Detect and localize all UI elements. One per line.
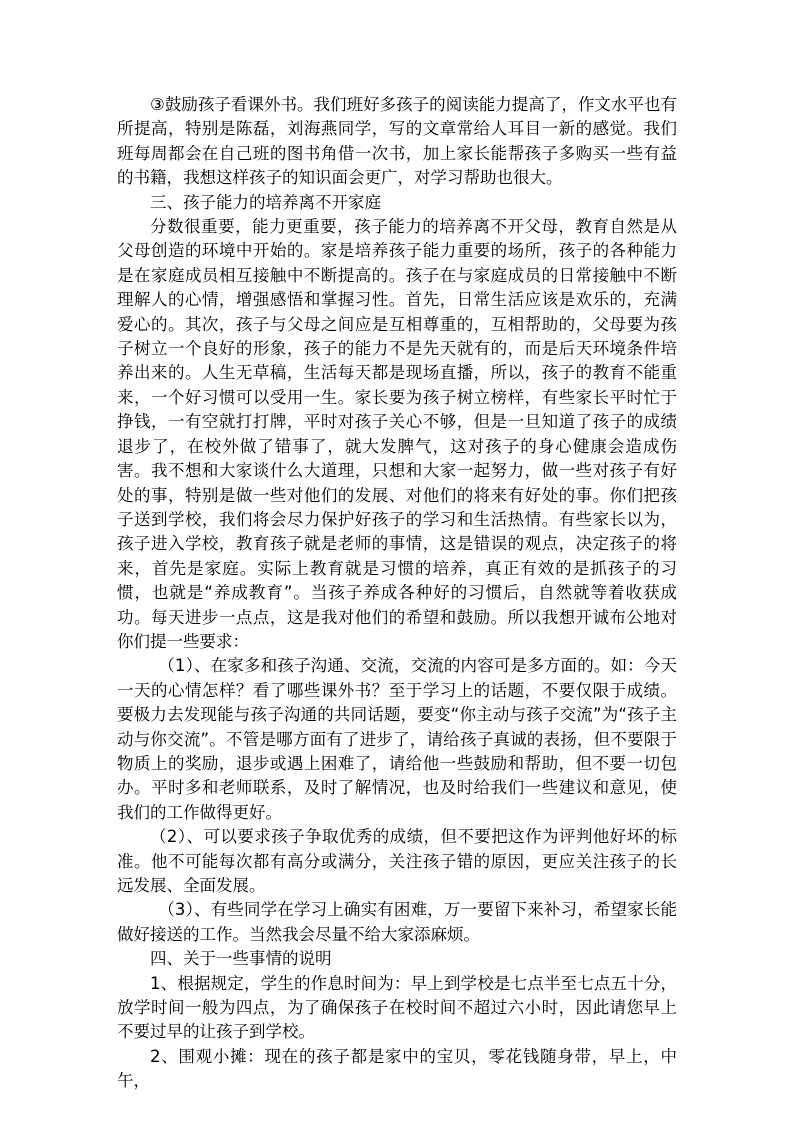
paragraph-street-stalls: 2、围观小摊：现在的孩子都是家中的宝贝，零花钱随身带，早上，中午，	[117, 1046, 677, 1091]
paragraph-encourage-reading: ③鼓励孩子看课外书。我们班好多孩子的阅读能力提高了，作文水平也有所提高，特别是陈磊，刘海燕同学，写的文章常给人耳目一新的感觉。我们班每周都会在自己班的图书角借一次书，加上家长能帮孩子多购买一些有益的书籍，我想这样孩子的知识面会更广，对学习帮助也很大。	[117, 95, 677, 188]
paragraph-request-2: （2）、可以要求孩子争取优秀的成绩，但不要把这作为评判他好坏的标准。他不可能每次都有高分或满分，关注孩子错的原因，更应关注孩子的长远发展、全面发展。	[117, 827, 677, 895]
section-heading-explanations: 四、关于一些事情的说明	[150, 949, 332, 969]
document-page	[117, 93, 677, 1094]
paragraph-request-3: （3）、有些同学在学习上确实有困难，万一要留下来补习，希望家长能做好接送的工作。当然我会尽量不给大家添麻烦。	[117, 900, 677, 944]
paragraph-request-1: （1）、在家多和孩子沟通、交流，交流的内容可是多方面的。如：今天一天的心情怎样？看了哪些课外书？至于学习上的话题，不要仅限于成绩。要极力去发现能与孩子沟通的共同话题，要变“你主动与孩子交流”为“孩子主动与你交流”。不管是哪方面有了进步了，请给孩子真诚的表扬，但不要限于物质上的奖励，退步或遇上困难了，请给他一些鼓励和帮助，但不要一切包办。平时多和老师联系，及时了解情况，也及时给我们一些建议和意见，使我们的工作做得更好。	[117, 656, 677, 822]
section-heading-family: 三、孩子能力的培养离不开家庭	[150, 192, 381, 212]
paragraph-schedule: 1、根据规定，学生的作息时间为：早上到学校是七点半至七点五十分，放学时间一般为四点，为了确保孩子在校时间不超过六小时，因此请您早上不要过早的让孩子到学校。	[117, 973, 677, 1042]
paragraph-family-ability: 分数很重要，能力更重要，孩子能力的培养离不开父母，教育自然是从父母创造的环境中开始的。家是培养孩子能力重要的场所，孩子的各种能力是在家庭成员相互接触中不断提高的。孩子在与家庭成员的日常接触中不断理解人的心情，增强感悟和掌握习性。首先，日常生活应该是欢乐的，充满爱心的。其次，孩子与父母之间应是互相尊重的，互相帮助的，父母要为孩子树立一个良好的形象，孩子的能力不是先天就有的，而是后天环境条件培养出来的。人生无草稿，生活每天都是现场直播，所以，孩子的教育不能重来，一个好习惯可以受用一生。家长要为孩子树立榜样，有些家长平时忙于挣钱，一有空就打打牌，平时对孩子关心不够，但是一旦知道了孩子的成绩退步了，在校外做了错事了，就大发脾气，这对孩子的身心健康会造成伤害。我不想和大家谈什么大道理，只想和大家一起努力，做一些对孩子有好处的事，特别是做一些对他们的发展、对他们的将来有好处的事。你们把孩子送到学校，我们将会尽力保护好孩子的学习和生活热情。有些家长以为，孩子进入学校，教育孩子就是老师的事情，这是错误的观点，决定孩子的将来，首先是家庭。实际上教育就是习惯的培养，真正有效的是抓孩子的习惯，也就是“养成教育”。当孩子养成各种好的习惯后，自然就等着收获成功。每天进步一点点，这是我对他们的希望和鼓励。所以我想开诚布公地对你们提一些要求：	[117, 217, 677, 651]
